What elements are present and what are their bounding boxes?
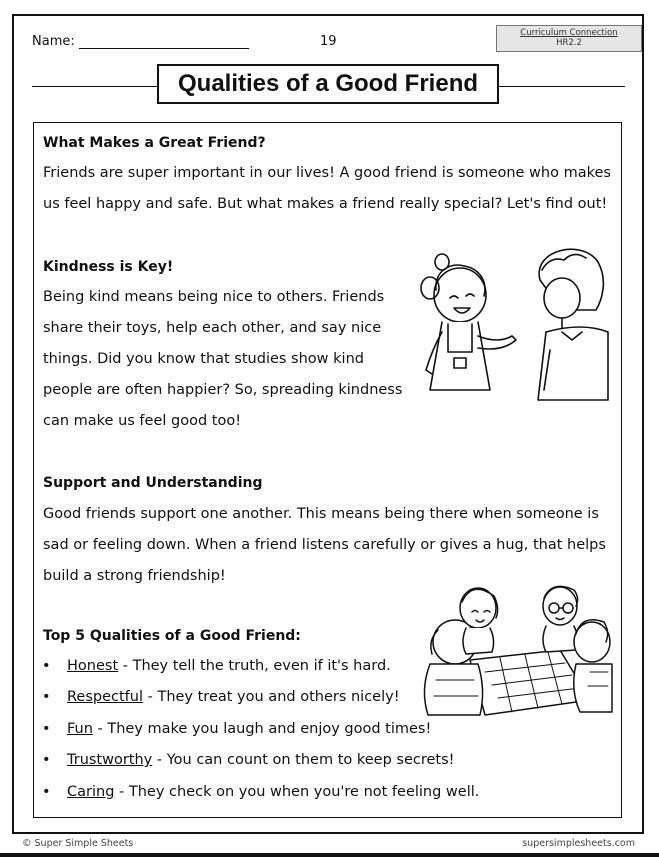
quality-item [42, 658, 391, 674]
name-field[interactable] [32, 34, 249, 49]
bullet: • [42, 658, 51, 674]
qualities-heading: Top 5 Qualities of a Good Friend: [43, 628, 301, 644]
quality-desc: - You can count on them to keep secrets! [152, 752, 455, 768]
page-number: 19 [320, 34, 337, 49]
quality-item [42, 752, 454, 768]
curriculum-title: Curriculum Connection [520, 28, 618, 38]
curriculum-connection-box [496, 25, 642, 52]
intro-line-2: us feel happy and safe. But what makes a friend really special? Let's find out! [43, 196, 608, 212]
page-title: Qualities of a Good Friend [157, 64, 499, 104]
quality-desc: - They check on you when you're not feeling well. [114, 784, 480, 800]
bullet: • [42, 752, 51, 768]
quality-item [42, 721, 431, 737]
kindness-line-1: Being kind means being nice to others. Friends [43, 289, 385, 305]
name-blank[interactable] [79, 36, 249, 49]
support-line-3: build a strong friendship! [43, 568, 226, 584]
copyright: © Super Simple Sheets [22, 838, 134, 849]
intro-heading: What Makes a Great Friend? [43, 135, 266, 151]
bullet: • [42, 689, 51, 705]
quality-item [42, 689, 400, 705]
support-line-1: Good friends support one another. This means being there when someone is [43, 506, 599, 522]
quality-term: Honest [67, 658, 119, 674]
support-line-2: sad or feeling down. When a friend listens carefully or gives a hug, that helps [43, 537, 606, 553]
quality-term: Trustworthy [67, 752, 153, 768]
quality-term: Respectful [67, 689, 144, 705]
kindness-line-2: share their toys, help each other, and say nice [43, 320, 382, 336]
name-label: Name: [32, 34, 75, 49]
title-rule-right [498, 86, 625, 87]
kindness-heading: Kindness is Key! [43, 259, 174, 275]
quality-desc: - They treat you and others nicely! [143, 689, 400, 705]
curriculum-code: HR2.2 [556, 38, 582, 48]
two-kids-talking-icon [412, 240, 612, 410]
kindness-line-4: people are often happier? So, spreading kindness [43, 382, 403, 398]
quality-desc: - They make you laugh and enjoy good times! [92, 721, 432, 737]
quality-term: Fun [67, 721, 93, 737]
bottom-bar [0, 853, 659, 857]
bullet: • [42, 721, 51, 737]
bullet: • [42, 784, 51, 800]
quality-item [42, 784, 479, 800]
kindness-line-5: can make us feel good too! [43, 413, 242, 429]
title-rule-left [32, 86, 158, 87]
intro-line-1: Friends are super important in our lives! A good friend is someone who makes [43, 165, 611, 181]
support-heading: Support and Understanding [43, 475, 263, 491]
kids-doing-puzzle-icon [400, 580, 615, 725]
kindness-line-3: things. Did you know that studies show kind [43, 351, 364, 367]
website: supersimplesheets.com [522, 838, 635, 849]
quality-desc: - They tell the truth, even if it's hard. [118, 658, 391, 674]
quality-term: Caring [67, 784, 115, 800]
